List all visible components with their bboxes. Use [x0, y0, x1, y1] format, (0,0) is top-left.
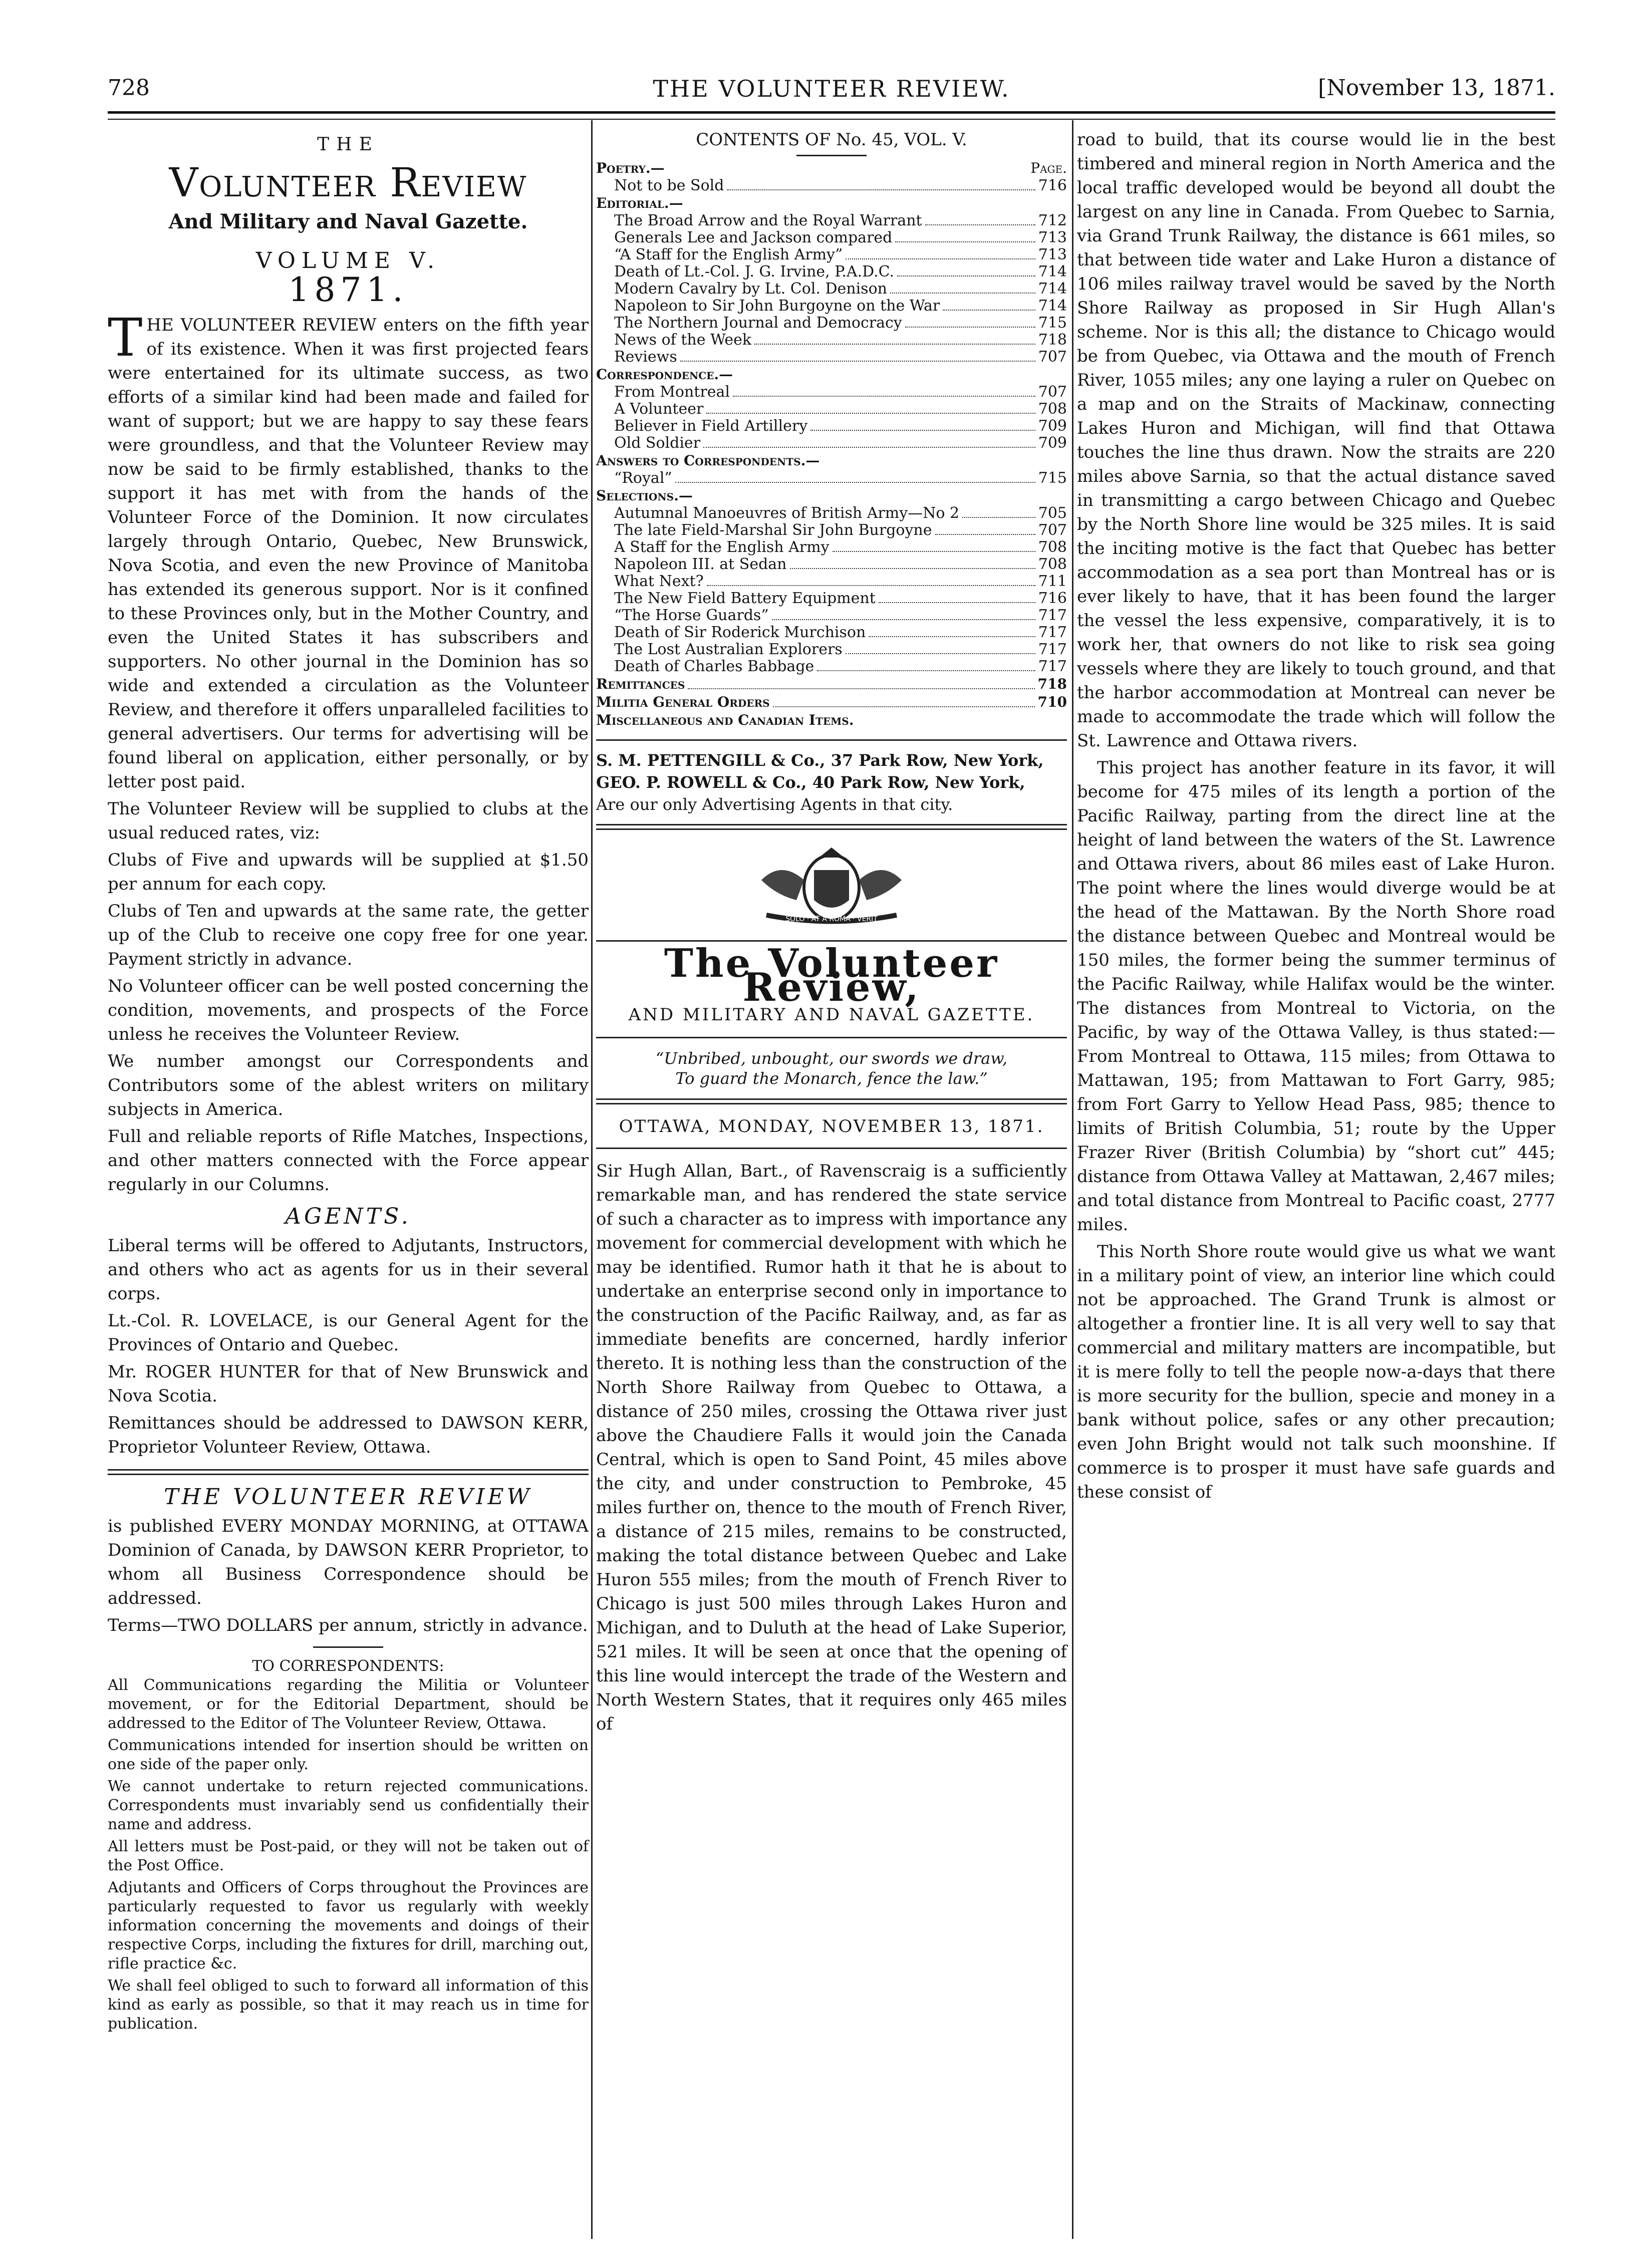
column-divider: [591, 120, 593, 2239]
toc-page: 709: [1038, 417, 1067, 435]
column-divider: [1072, 120, 1073, 2239]
toc-dots: [890, 280, 1035, 294]
toc-page: 712: [1038, 212, 1067, 229]
toc-dots: [680, 349, 1035, 362]
toc-dots: [943, 298, 1035, 311]
toc-dots: [935, 522, 1035, 535]
toc-dots: [772, 607, 1035, 620]
toc-dots: [675, 470, 1035, 483]
toc-section-selections: Selections.—: [596, 487, 693, 504]
toc-entry: [596, 539, 1067, 556]
corr-notice: Communications intended for insertion should be written on one side of the paper only.: [108, 1737, 589, 1773]
toc-dots: [707, 573, 1035, 586]
reports-paragraph: Full and reliable reports of Rifle Matches, Inspections, and other matters connected with the Force appear regularly in our Columns.: [108, 1126, 589, 1195]
page-number: 728: [108, 75, 150, 101]
volume-year: 1871.: [288, 270, 408, 309]
toc-dots: [754, 332, 1035, 345]
toc-title: “The Horse Guards”: [614, 607, 769, 624]
volume-label: VOLUME V.: [255, 248, 441, 273]
toc-page: 716: [1038, 177, 1067, 194]
officer-paragraph: No Volunteer officer can be well posted concerning the condition, movements, and prospects of the Force unless he receives the Volunteer Review.: [108, 976, 589, 1044]
column-middle: [596, 128, 1067, 1739]
article-paragraph: This North Shore route would give us what we want in a military point of view, an interior line which could not be approached. The Grand Trunk is almost or altogether a frontier line. It is all very well to say that commercial and military matters are incompatible, but it is mere folly to tell the people now-a-days that there is more security for the bullion, specie and money in a bank without police, safes or any other precaution; even John Bright would not talk such moonshine. If commerce is to prosper it must have safe guards and these consist of: [1077, 1242, 1555, 1502]
toc-dots: [833, 539, 1035, 552]
toc-editorial-list: [596, 212, 1067, 366]
section-rule: [596, 1037, 1067, 1038]
toc-page: 711: [1038, 573, 1067, 590]
agents-terms: Liberal terms will be offered to Adjutants, Instructors, and others who act as agents for us in their several corps.: [108, 1236, 589, 1304]
correspondents-heading: TO CORRESPONDENTS:: [252, 1657, 444, 1675]
toc-entry: [596, 590, 1067, 607]
toc-page: 717: [1038, 641, 1067, 658]
toc-selections-list: [596, 505, 1067, 675]
toc-title: Remittances: [596, 676, 685, 692]
corr-notice: All Communications regarding the Militia or Volunteer movement, or for the Editorial Department, should be addressed to the Editor of The Volunteer Review, Ottawa.: [108, 1676, 589, 1732]
drop-cap: T: [108, 307, 143, 368]
toc-entry: [596, 505, 1067, 522]
contributors-paragraph: We number amongst our Correspondents and Contributors some of the ablest writers on military subjects in America.: [108, 1051, 589, 1119]
toc-title: Old Soldier: [614, 434, 701, 452]
agent-rowell: GEO. P. ROWELL & Co., 40 Park Row, New York,: [596, 773, 1025, 792]
motto-line: To guard the Monarch, fence the law.”: [675, 1069, 988, 1088]
toc-title: What Next?: [614, 573, 704, 590]
toc-title: News of the Week: [614, 331, 752, 349]
masthead-subtitle: And Military and Naval Gazette.: [168, 210, 528, 233]
emblem-motto: SOLO · AT A ROMA · VERIT: [785, 915, 878, 923]
toc-page-label: Page.: [1030, 160, 1067, 176]
toc-dots: [817, 658, 1035, 671]
toc-entry: [596, 522, 1067, 539]
article-paragraph: This project has another feature in its favor, it will become for 475 miles of its length a portion of the Pacific Railway, parting from the direct line at the height of land between the waters of the St. Lawrence and Ottawa rivers, about 86 miles east of Lake Huron. The point where the lines would diverge would be at the head of the Mattawan. By the North Shore road the distance between Quebec and Montreal would be 150 miles, the former being the summer terminus of the Pacific Railway, while Halifax would be the winter. The distances from Montreal to Victoria, on the Pacific, by way of the Ottawa Valley, is thus stated:—From Montreal to Ottawa, 115 miles; from Ottawa to Mattawan, 195; from Mattawan to Fort Garry, 985; from Fort Garry to Yellow Head Pass, 985; thence to limits of British Columbia, 51; route by the Upper Frazer River (British Columbia) by “short cut” 445; distance from Ottawa Valley at Mattawan, 2,467 miles; and total distance from Montreal to Pacific coast, 2777 miles.: [1077, 758, 1555, 1235]
agents-heading: AGENTS.: [285, 1204, 411, 1229]
remittances-note: Remittances should be addressed to DAWSON KERR, Proprietor Volunteer Review, Ottawa.: [108, 1413, 589, 1457]
toc-page: 714: [1038, 297, 1067, 315]
toc-dots: [688, 675, 1034, 689]
section-rule: [108, 1469, 589, 1475]
toc-title: A Staff for the English Army: [614, 538, 830, 556]
toc-title: Not to be Sold: [614, 177, 724, 194]
toc-entry: [596, 263, 1067, 280]
agent-hunter: Mr. ROGER HUNTER for that of New Brunswick and Nova Scotia.: [108, 1362, 589, 1406]
toc-title: Modern Cavalry by Lt. Col. Denison: [614, 280, 887, 298]
toc-title: A Volunteer: [614, 400, 704, 418]
toc-entry: [596, 556, 1067, 573]
toc-entry: [596, 573, 1067, 590]
toc-page: 716: [1038, 590, 1067, 607]
toc-section-editorial: Editorial.—: [596, 195, 683, 211]
toc-entry: [596, 280, 1067, 298]
publish-heading: THE VOLUNTEER REVIEW: [164, 1484, 532, 1510]
publish-text: is published EVERY MONDAY MORNING, at OTTAWA Dominion of Canada, by DAWSON KERR Proprietor, to whom all Business Correspondence should be addressed.: [108, 1516, 589, 1608]
toc-dots: [790, 556, 1035, 569]
agent-pettengill: S. M. PETTENGILL & Co., 37 Park Row, New York,: [596, 751, 1044, 770]
toc-page: 717: [1038, 624, 1067, 641]
short-rule: [796, 155, 867, 156]
section-rule: [596, 824, 1067, 830]
toc-page: 707: [1038, 383, 1067, 401]
agent-lovelace: Lt.-Col. R. LOVELACE, is our General Agent for the Provinces of Ontario and Quebec.: [108, 1311, 589, 1355]
toc-title: Militia General Orders: [596, 694, 770, 710]
toc-entry: [596, 435, 1067, 452]
toc-poetry-list: [596, 177, 1067, 194]
short-rule: [313, 1646, 383, 1648]
toc-page: 705: [1038, 504, 1067, 522]
toc-entry: [596, 177, 1067, 194]
page-header: [108, 75, 1555, 110]
intro-paragraph: [108, 307, 589, 794]
toc-page: 714: [1038, 280, 1067, 298]
toc-section-correspondence: Correspondence.—: [596, 366, 733, 383]
toc-title: The New Field Battery Equipment: [614, 590, 876, 607]
toc-entry: [596, 315, 1067, 332]
toc-entry: [596, 470, 1067, 487]
masthead-title: Volunteer Review: [169, 159, 527, 206]
toc-page: 715: [1038, 314, 1067, 332]
toc-entry: [596, 607, 1067, 624]
toc-correspondence-list: [596, 384, 1067, 452]
toc-entry: [596, 349, 1067, 366]
toc-title: Generals Lee and Jackson compared: [614, 229, 893, 246]
toc-dots: [846, 246, 1035, 259]
clubs-ten: Clubs of Ten and upwards at the same rate, the getter up of the Club to receive one copy free for one year. Payment strictly in advance.: [108, 901, 589, 969]
toc-entry: [596, 384, 1067, 401]
header-rule: [108, 111, 1555, 120]
toc-title: “Royal”: [614, 469, 672, 487]
toc-dots: [869, 624, 1035, 637]
toc-page: 710: [1037, 694, 1067, 710]
toc-entry: [596, 658, 1067, 675]
royal-arms-emblem: [706, 840, 957, 930]
toc-title: Believer in Field Artillery: [614, 417, 808, 435]
toc-title: Death of Charles Babbage: [614, 658, 814, 675]
toc-section-answers: Answers to Correspondents.—: [596, 452, 820, 469]
toc-title: Napoleon to Sir John Burgoyne on the War: [614, 297, 940, 315]
corr-notice: We cannot undertake to return rejected communications. Correspondents must invariably send us confidentially their name and address.: [108, 1778, 589, 1833]
corr-notice: We shall feel obliged to such to forward all information of this kind as early as possible, so that it may reach us in time for publication.: [108, 1977, 589, 2033]
toc-page: 713: [1038, 229, 1067, 246]
toc-dots: [895, 229, 1035, 242]
column-left: [108, 128, 589, 2037]
column-right: [1077, 128, 1555, 1507]
running-title: THE VOLUNTEER REVIEW.: [653, 75, 1010, 102]
motto-line: “Unbribed, unbought, our swords we draw,: [656, 1049, 1007, 1068]
toc-title: From Montreal: [614, 383, 730, 401]
toc-section-poetry: Poetry.—: [596, 160, 665, 176]
toc-dots: [773, 693, 1035, 707]
toc-title: Autumnal Manoeuvres of British Army—No 2: [614, 504, 960, 522]
toc-page: 714: [1038, 263, 1067, 280]
section-rule: [596, 1148, 1067, 1149]
toc-title: Reviews: [614, 348, 677, 366]
toc-page: 717: [1038, 607, 1067, 624]
toc-militia: [596, 693, 1067, 711]
toc-page: 718: [1037, 676, 1067, 692]
toc-dots: [879, 590, 1035, 603]
toc-title: The late Field-Marshal Sir John Burgoyne: [614, 521, 932, 539]
toc-entry: [596, 332, 1067, 349]
toc-entry: [596, 212, 1067, 229]
toc-page: 709: [1038, 434, 1067, 452]
toc-dots: [905, 315, 1035, 328]
toc-page: 718: [1038, 331, 1067, 349]
toc-dots: [706, 401, 1035, 414]
section-rule: [596, 739, 1067, 741]
corr-notice: Adjutants and Officers of Corps throughout the Provinces are particularly requested to favor us regularly with weekly information concerning the movements and doings of their respective Corps, including the fixtures for drill, marching out, rifle practice &c.: [108, 1879, 589, 1972]
toc-title: Napoleon III. at Sedan: [614, 555, 787, 573]
toc-remittances: [596, 675, 1067, 693]
toc-page: 708: [1038, 400, 1067, 418]
agents-note: Are our only Advertising Agents in that city.: [596, 795, 953, 814]
toc-page: 715: [1038, 469, 1067, 487]
toc-entry: [596, 246, 1067, 263]
issue-date: [November 13, 1871.: [1318, 75, 1555, 101]
toc-dots: [727, 177, 1035, 190]
toc-dots: [897, 263, 1035, 276]
dateline: OTTAWA, MONDAY, NOVEMBER 13, 1871.: [619, 1116, 1044, 1137]
toc-title: Death of Lt.-Col. J. G. Irvine, P.A.D.C.: [614, 263, 895, 280]
toc-title: “A Staff for the English Army”: [614, 246, 843, 263]
correspondents-notices: [108, 1676, 589, 2034]
toc-page: 717: [1038, 658, 1067, 675]
toc-title: The Lost Australian Explorers: [614, 641, 843, 658]
toc-entry: [596, 624, 1067, 641]
toc-page: 707: [1038, 521, 1067, 539]
masthead-the: THE: [317, 134, 379, 155]
toc-title: The Northern Journal and Democracy: [614, 314, 902, 332]
clubs-five: Clubs of Five and upwards will be supplied at $1.50 per annum for each copy.: [108, 850, 589, 894]
toc-page: 708: [1038, 555, 1067, 573]
gazette-line: AND MILITARY AND NAVAL GAZETTE.: [628, 1005, 1035, 1025]
toc-entry: [596, 401, 1067, 418]
toc-dots: [810, 418, 1035, 431]
paper-gothic-title: The Volunteer Review,: [664, 941, 999, 1010]
toc-page: 713: [1038, 246, 1067, 263]
toc-title: The Broad Arrow and the Royal Warrant: [614, 212, 922, 229]
contents-heading: CONTENTS OF No. 45, VOL. V.: [696, 130, 967, 150]
section-rule: [596, 1098, 1067, 1104]
toc-entry: [596, 298, 1067, 315]
advertising-agents: [596, 751, 1067, 814]
clubs-paragraph: The Volunteer Review will be supplied to clubs at the usual reduced rates, viz:: [108, 799, 589, 843]
toc-title: Death of Sir Roderick Murchison: [614, 624, 866, 641]
toc-misc: Miscellaneous and Canadian Items.: [596, 712, 854, 728]
editorial-article: Sir Hugh Allan, Bart., of Ravenscraig is a sufficiently remarkable man, and has rendered the state service of such a character as to impress with importance any movement for commercial development with which he may be identified. Rumor hath it that he is about to undertake an enterprise second only in importance to the construction of the Pacific Railway, and, as far as immediate benefits are concerned, hardly inferior thereto. It is nothing less than the construction of the North Shore Railway from Quebec to Ottawa, a distance of 250 miles, crossing the Ottawa river just above the Chaudiere Falls it would join the Canada Central, which is open to Sand Point, 45 miles above the city, and under construction to Pembroke, 45 miles further on, thence to the mouth of French River, a distance of 215 miles, remains to be constructed, making the total distance between Quebec and Lake Huron 555 miles; from the mouth of French River to Chicago is just 500 miles through Lakes Huron and Michigan, and to Duluth at the head of Lake Superior, 521 miles. It will be seen at once that the opening of this line would intercept the trade of the Western and North Western States, that it requires only 465 miles of: [596, 1161, 1067, 1734]
toc-dots: [846, 641, 1035, 654]
toc-dots: [962, 505, 1035, 518]
toc-page: 708: [1038, 538, 1067, 556]
toc-page: 707: [1038, 348, 1067, 366]
corr-notice: All letters must be Post-paid, or they will not be taken out of the Post Office.: [108, 1838, 589, 1874]
toc-dots: [733, 384, 1035, 397]
toc-entry: [596, 641, 1067, 658]
toc-dots: [925, 212, 1035, 225]
toc-dots: [703, 435, 1035, 448]
toc-answers-list: [596, 470, 1067, 487]
toc-entry: [596, 229, 1067, 246]
terms-text: Terms—TWO DOLLARS per annum, strictly in advance.: [108, 1615, 588, 1635]
toc-entry: [596, 418, 1067, 435]
article-continued: road to build, that its course would lie in the best timbered and mineral region in North America and the local traffic developed would be beyond all doubt the largest on any line in Canada. From Quebec to Sarnia, via Grand Trunk Railway, the distance is 661 miles, so that between tide water and Lake Huron a distance of 106 miles railway travel would be saved by the North Shore Railway as proposed in Sir Hugh Allan's scheme. Nor is this all; the distance to Chicago would be from Quebec, via Ottawa and the mouth of French River, 1055 miles; any one laying a ruler on Quebec on a map and on the Straits of Mackinaw, connecting Lakes Huron and Michigan, will find that Ottawa touches the line thus drawn. Now the straits are 220 miles above Sarnia, so that the actual distance saved in transmitting a cargo between Chicago and Quebec by the North Shore line would be 325 miles. It is said the inciting motive is the fact that Quebec has better accommodation as a sea port than Montreal has or is ever likely to have, that it has been found the larger the vessel the less expensive, comparatively, it is to work her, that owners do not like to risk sea going vessels where they are likely to touch ground, and that the harbor accommodation at Montreal can never be made to accommodate the trade which will follow the St. Lawrence and Ottawa rivers.: [1077, 130, 1555, 751]
intro-text: HE VOLUNTEER REVIEW enters on the fifth year of its existence. When it was first projected fears were entertained for its ultimate success, as two efforts of a similar kind had been made and failed for want of support; but we are happy to say these fears were groundless, and that the Volunteer Review may now be said to be firmly established, thanks to the support it has met with from the hands of the Volunteer Force of the Dominion. It now circulates largely through Ontario, Quebec, New Brunswick, Nova Scotia, and even the new Province of Manitoba has extended its generous support. Nor is it confined to these Provinces only, but in the Mother Country, and even the United States it has subscribers and supporters. No other journal in the Dominion has so wide and extended a circulation as the Volunteer Review, and therefore it offers unparalleled facilities to general advertisers. Our terms for advertising will be found liberal on application, either personally, or by letter post paid.: [108, 315, 589, 792]
